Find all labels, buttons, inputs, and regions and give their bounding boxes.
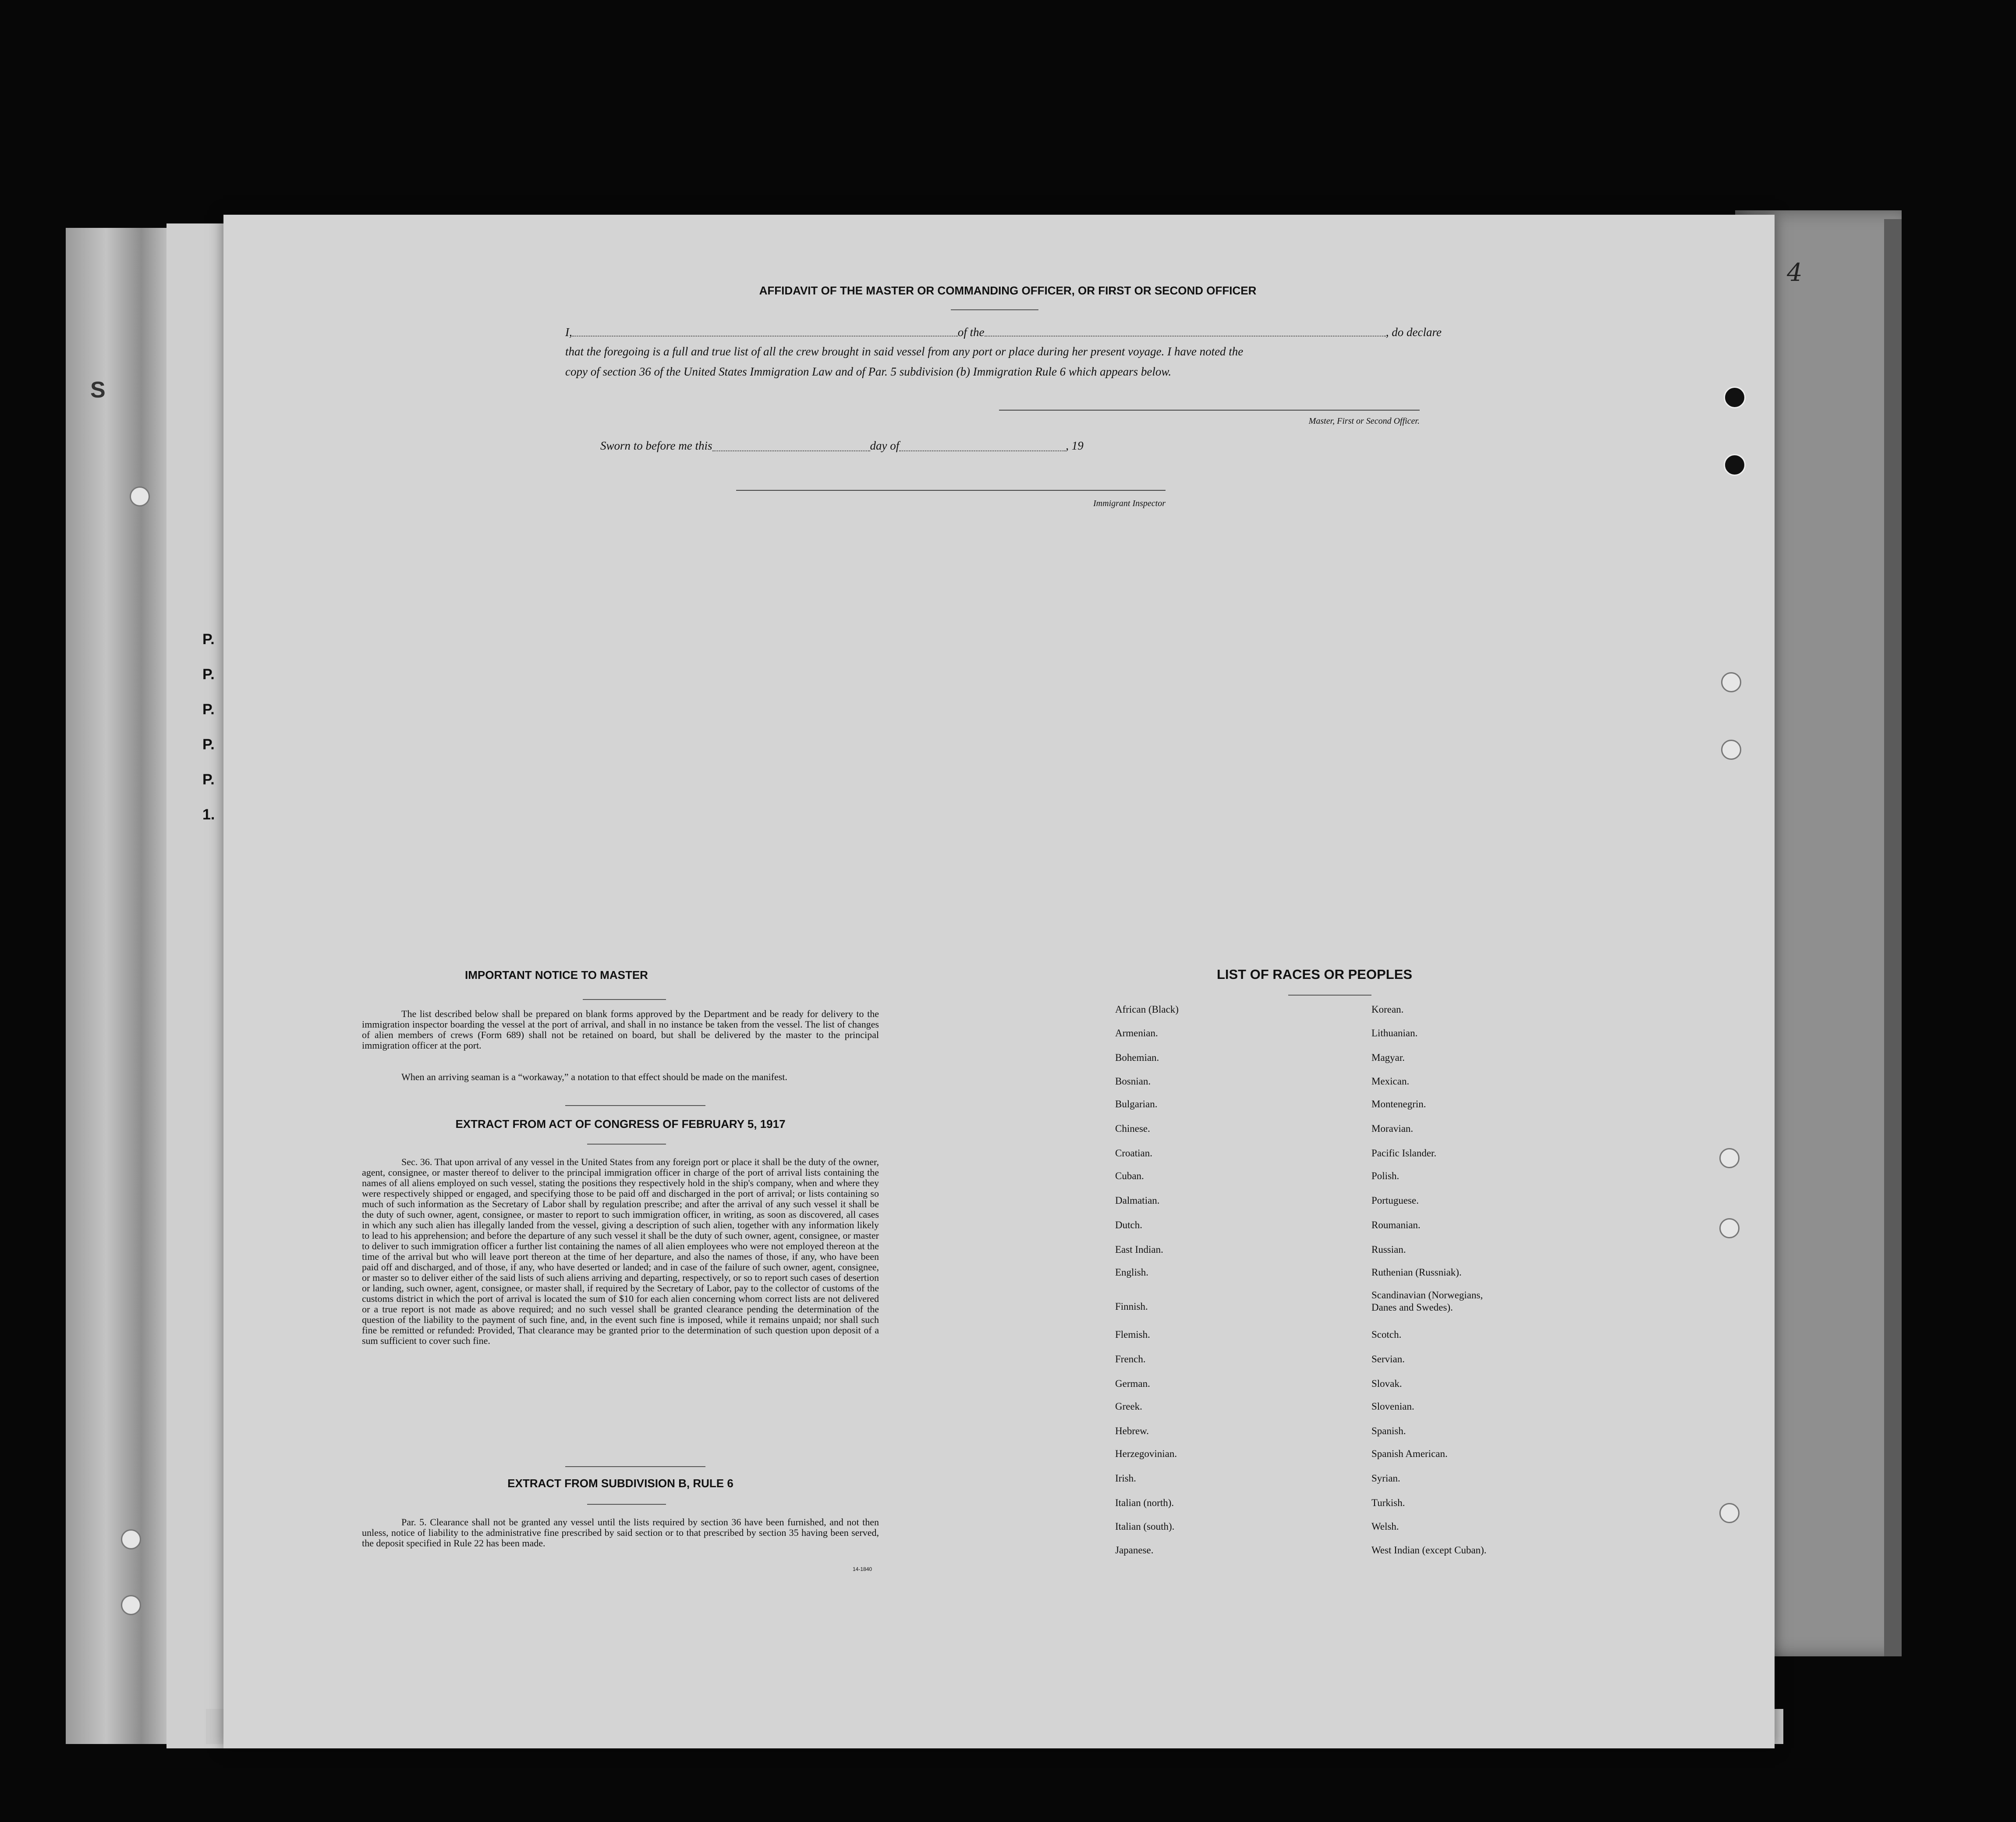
form-number: 14-1840: [853, 1566, 872, 1572]
act-extract-title: EXTRACT FROM ACT OF CONGRESS OF FEBRUARY 5, 1917: [455, 1117, 786, 1131]
race-item: Syrian.: [1371, 1473, 1400, 1484]
master-signature-caption: Master, First or Second Officer.: [1308, 416, 1420, 426]
p-mark: 1.: [202, 806, 215, 823]
race-item: Bulgarian.: [1115, 1099, 1158, 1110]
race-item: Italian (north).: [1115, 1497, 1174, 1508]
year-label: , 19: [1066, 439, 1084, 452]
race-item: Servian.: [1371, 1354, 1405, 1365]
section-divider: [565, 1105, 705, 1106]
inspector-signature-line[interactable]: [736, 490, 1166, 491]
race-item: Turkish.: [1371, 1497, 1405, 1508]
race-item: Moravian.: [1371, 1123, 1414, 1134]
background-sheet-left: [66, 228, 167, 1744]
race-item: Croatian.: [1115, 1148, 1152, 1159]
left-tab-letter: S: [90, 377, 106, 403]
race-item: Italian (south).: [1115, 1521, 1175, 1532]
race-item: Bohemian.: [1115, 1052, 1159, 1063]
race-item: Polish.: [1371, 1170, 1400, 1181]
vessel-field[interactable]: [985, 323, 1386, 337]
affidavit-title: AFFIDAVIT OF THE MASTER OR COMMANDING OFFICER, OR FIRST OR SECOND OFFICER: [759, 284, 1257, 297]
race-item: Finnish.: [1115, 1301, 1148, 1312]
race-item: Montenegrin.: [1371, 1099, 1426, 1110]
race-item: Chinese.: [1115, 1123, 1150, 1134]
sworn-line: [600, 439, 1126, 453]
race-item: Magyar.: [1371, 1052, 1405, 1063]
race-item: African (Black): [1115, 1004, 1179, 1015]
punch-hole: [1724, 386, 1746, 408]
declaration-line-2: that the foregoing is a full and true list of all the crew brought in said vessel from any port or place during her present voyage. I have noted the: [565, 345, 1244, 358]
race-item: Spanish.: [1371, 1425, 1406, 1436]
p-mark: P.: [202, 701, 215, 718]
race-item: Scandinavian (Norwegians, Danes and Swedes).: [1371, 1290, 1483, 1313]
notice-paragraph-1: The list described below shall be prepared on blank forms approved by the Department and be ready for delivery to the immigration inspector boarding the vessel at the port of arrival, and shall in no instance be taken from the vessel. The list of changes of alien members of crews (Form 689) shall not be retained on board, but shall be delivered by the master to the principal immigration officer at the port.: [362, 1008, 879, 1051]
sworn-label: Sworn to before me this: [600, 439, 712, 452]
section-divider: [565, 1466, 705, 1467]
race-item: Scotch.: [1371, 1329, 1402, 1340]
inspector-caption: Immigrant Inspector: [1093, 499, 1166, 508]
page-number: 4: [1787, 259, 1803, 287]
notice-paragraph-2: When an arriving seaman is a “workaway,” a notation to that effect should be made on the manifest.: [401, 1071, 787, 1082]
races-left-column: [1115, 1003, 1361, 1568]
title-divider: [951, 309, 1038, 310]
races-divider: [1288, 995, 1371, 996]
punch-hole: [130, 486, 150, 507]
punch-hole: [1721, 740, 1741, 760]
p-marks: [202, 631, 215, 841]
of-the-label: of the: [957, 326, 985, 339]
races-right-column: [1371, 1003, 1652, 1568]
race-item: Pacific Islander.: [1371, 1148, 1437, 1159]
race-item: Irish.: [1115, 1473, 1136, 1484]
p-mark: P.: [202, 736, 215, 753]
race-item: Dutch.: [1115, 1219, 1142, 1230]
act-extract-text: Sec. 36. That upon arrival of any vessel in the United States from any foreign port or place it shall be the duty of the owner, agent, consignee, or master thereof to deliver to the principal immigration officer in charge of the port of arrival lists containing the names of all aliens employed on such vessel, stating the positions they respectively hold in the ship's company, when and where they were respectively shipped or engaged, and specifying those to be paid off and discharged in the port of arrival; or lists containing so much of such information as the Secretary of Labor shall by regulation prescribe; and after the arrival of any such vessel it shall be the duty of such owner, agent, consignee, or master to report to such immigration officer, in writing, as soon as discovered, all cases in which any such alien has illegally landed from the vessel, giving a description of such alien, together with any information likely to lead to his apprehension; and before the departure of any such vessel it shall be the duty of such owner, agent, consignee, or master to deliver to such immigration officer a further list containing the names of all alien employees who were not employed thereon at the time of the arrival but who will leave port thereon at the time of her departure, and also the names of those, if any, who have been paid off and discharged, and of those, if any, who have deserted or landed; and in case of the failure of such owner, agent, consignee, or master so to deliver either of the said lists of such aliens arriving and departing, respectively, or so to report such cases of desertion or landing, such owner, agent, consignee, or master shall, if required by the Secretary of Labor, pay to the collector of customs of the customs district in which the port of arrival is located the sum of $10 for each alien concerning whom correct lists are not delivered or a true report is not made as above required; and no such vessel shall be granted clearance pending the determination of the question of the liability to the payment of such fine, and, in the event such fine is imposed, while it remains unpaid; nor shall such fine be remitted or refunded: Provided, That clearance may be granted prior to the determination of such question upon deposit of a sum sufficient to cover such fine.: [362, 1156, 879, 1346]
punch-hole: [1719, 1218, 1740, 1238]
notice-title: IMPORTANT NOTICE TO MASTER: [465, 968, 648, 982]
race-item: French.: [1115, 1354, 1146, 1365]
race-item: Spanish American.: [1371, 1448, 1448, 1459]
p-mark: P.: [202, 631, 215, 648]
punch-hole: [1719, 1503, 1740, 1523]
p-mark: P.: [202, 771, 215, 788]
rule-extract-title: EXTRACT FROM SUBDIVISION B, RULE 6: [507, 1477, 733, 1490]
notice-divider: [583, 999, 666, 1000]
race-item: East Indian.: [1115, 1244, 1163, 1255]
race-item: Armenian.: [1115, 1028, 1158, 1039]
master-signature-line[interactable]: [999, 410, 1420, 411]
race-item: Bosnian.: [1115, 1076, 1151, 1087]
punch-hole: [1724, 454, 1746, 476]
race-item: Greek.: [1115, 1401, 1142, 1412]
punch-hole: [121, 1529, 141, 1549]
declaration-line-1: [565, 323, 1442, 342]
punch-hole: [121, 1595, 141, 1615]
race-item: Japanese.: [1115, 1545, 1154, 1556]
race-item: German.: [1115, 1378, 1150, 1389]
declaration-line-3: copy of section 36 of the United States Immigration Law and of Par. 5 subdivision (b) Immigration Rule 6 which appears below.: [565, 365, 1172, 378]
background-sheet-right-edge: [1884, 219, 1902, 1656]
races-title: LIST OF RACES OR PEOPLES: [1216, 967, 1413, 982]
punch-hole: [1719, 1148, 1740, 1168]
name-field[interactable]: [572, 323, 958, 337]
race-item: Dalmatian.: [1115, 1195, 1160, 1206]
rule-title-divider: [587, 1504, 666, 1505]
do-declare-label: , do declare: [1385, 326, 1442, 339]
race-item: Korean.: [1371, 1004, 1404, 1015]
race-item: Roumanian.: [1371, 1219, 1421, 1230]
i-label: I,: [565, 326, 572, 339]
rule-extract-text: Par. 5. Clearance shall not be granted any vessel until the lists required by section 36 have been furnished, and not then unless, notice of liability to the administrative fine prescribed by said section or to that prescribed by section 35 having been served, the deposit specified in Rule 22 has been made.: [362, 1517, 879, 1549]
race-item: Hebrew.: [1115, 1425, 1149, 1436]
day-of-label: day of: [870, 439, 900, 452]
race-item: Welsh.: [1371, 1521, 1399, 1532]
race-item: Mexican.: [1371, 1076, 1410, 1087]
punch-hole: [1721, 672, 1741, 692]
sworn-day-field[interactable]: [712, 439, 870, 451]
race-item: Lithuanian.: [1371, 1028, 1418, 1039]
p-mark: P.: [202, 666, 215, 683]
race-item: West Indian (except Cuban).: [1371, 1545, 1487, 1556]
race-item: Herzegovinian.: [1115, 1448, 1177, 1459]
race-item: Russian.: [1371, 1244, 1406, 1255]
act-title-divider: [587, 1144, 666, 1145]
race-item: Flemish.: [1115, 1329, 1150, 1340]
race-item: Slovenian.: [1371, 1401, 1414, 1412]
race-item: English.: [1115, 1267, 1149, 1278]
race-item: Portuguese.: [1371, 1195, 1419, 1206]
race-item: Slovak.: [1371, 1378, 1402, 1389]
sworn-month-field[interactable]: [899, 439, 1066, 451]
race-item: Cuban.: [1115, 1170, 1144, 1181]
race-item: Ruthenian (Russniak).: [1371, 1267, 1462, 1278]
